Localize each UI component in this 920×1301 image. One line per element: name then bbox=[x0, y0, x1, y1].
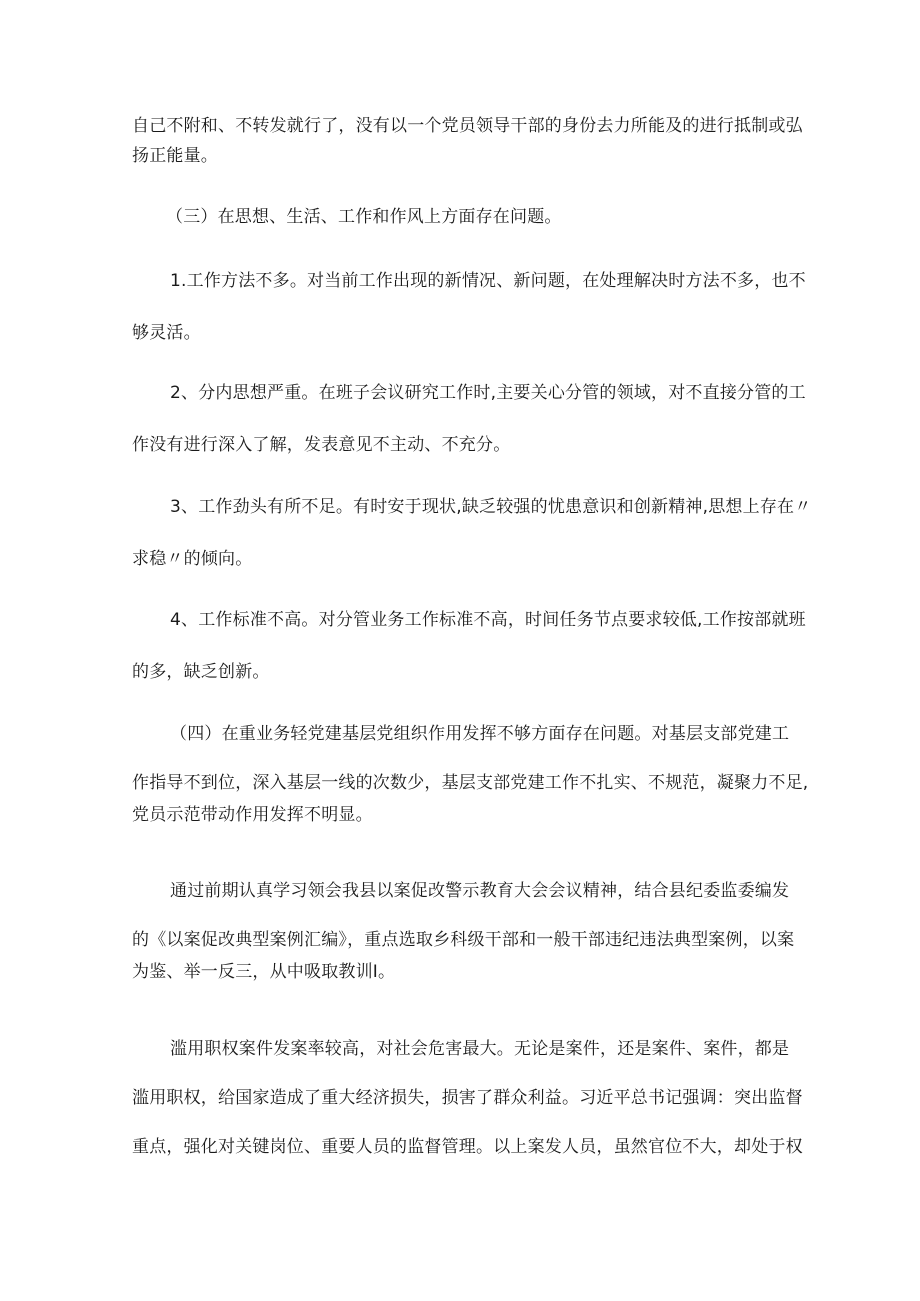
paragraph-line: 3、工作劲头有所不足。有时安于现状,缺乏较强的忧患意识和创新精神,思想上存在〃 bbox=[170, 497, 812, 517]
paragraph-line: 重点，强化对关键岗位、重要人员的监督管理。以上案发人员，虽然官位不大，却处于权 bbox=[132, 1137, 803, 1157]
paragraph-line: 作指导不到位，深入基层一线的次数少，基层支部党建工作不扎实、不规范，凝聚力不足, bbox=[132, 773, 809, 793]
paragraph-line: 4、工作标准不高。对分管业务工作标准不高，时间任务节点要求较低,工作按部就班 bbox=[170, 610, 806, 630]
paragraph-line: 滥用职权案件发案率较高，对社会危害最大。无论是案件，还是案件、案件，都是 bbox=[170, 1039, 790, 1059]
paragraph-line: （四）在重业务轻党建基层党组织作用发挥不够方面存在问题。对基层支部党建工 bbox=[170, 724, 790, 744]
paragraph-line: 的《以案促改典型案例汇编》，重点选取乡科级干部和一般干部违纪违法典型案例，以案 bbox=[132, 930, 795, 950]
section-heading-three bbox=[166, 202, 826, 232]
paragraph-line: 1.工作方法不多。对当前工作出现的新情况、新问题，在处理解决时方法不多，也不 bbox=[170, 271, 806, 291]
paragraph-line: （三）在思想、生活、工作和作风上方面存在问题。 bbox=[166, 207, 562, 227]
paragraph-line: 求稳〃的倾向。 bbox=[132, 549, 253, 569]
paragraph-line: 够灵活。 bbox=[132, 323, 201, 343]
paragraph-line: 党员示范带动作用发挥不明显。 bbox=[132, 805, 373, 825]
paragraph-line: 扬正能量。 bbox=[132, 146, 218, 166]
paragraph-item-1 bbox=[132, 266, 806, 348]
paragraph-item-2 bbox=[132, 378, 806, 460]
paragraph-line: 作没有进行深入了解，发表意见不主动、不充分。 bbox=[132, 435, 511, 455]
paragraph-item-4 bbox=[132, 605, 806, 687]
paragraph-line: 滥用职权，给国家造成了重大经济损失，损害了群众利益。习近平总书记强调：突出监督 bbox=[132, 1088, 803, 1108]
paragraph-line: 的多，缺乏创新。 bbox=[132, 662, 270, 682]
paragraph-item-3 bbox=[132, 492, 812, 574]
paragraph-abuse-of-power bbox=[132, 1034, 803, 1162]
paragraph-line: 为鉴、举一反三，从中吸取教训I。 bbox=[132, 962, 396, 982]
paragraph-line: 2、分内思想严重。在班子会议研究工作时,主要关心分管的领域，对不直接分管的工 bbox=[170, 383, 806, 403]
paragraph-1 bbox=[132, 111, 803, 171]
paragraph-line: 通过前期认真学习领会我县以案促改警示教育大会会议精神，结合县纪委监委编发 bbox=[170, 881, 790, 901]
section-paragraph-four bbox=[132, 719, 809, 830]
paragraph-study bbox=[132, 876, 795, 987]
paragraph-line: 自己不附和、不转发就行了，没有以一个党员领导干部的身份去力所能及的进行抵制或弘 bbox=[132, 116, 803, 136]
